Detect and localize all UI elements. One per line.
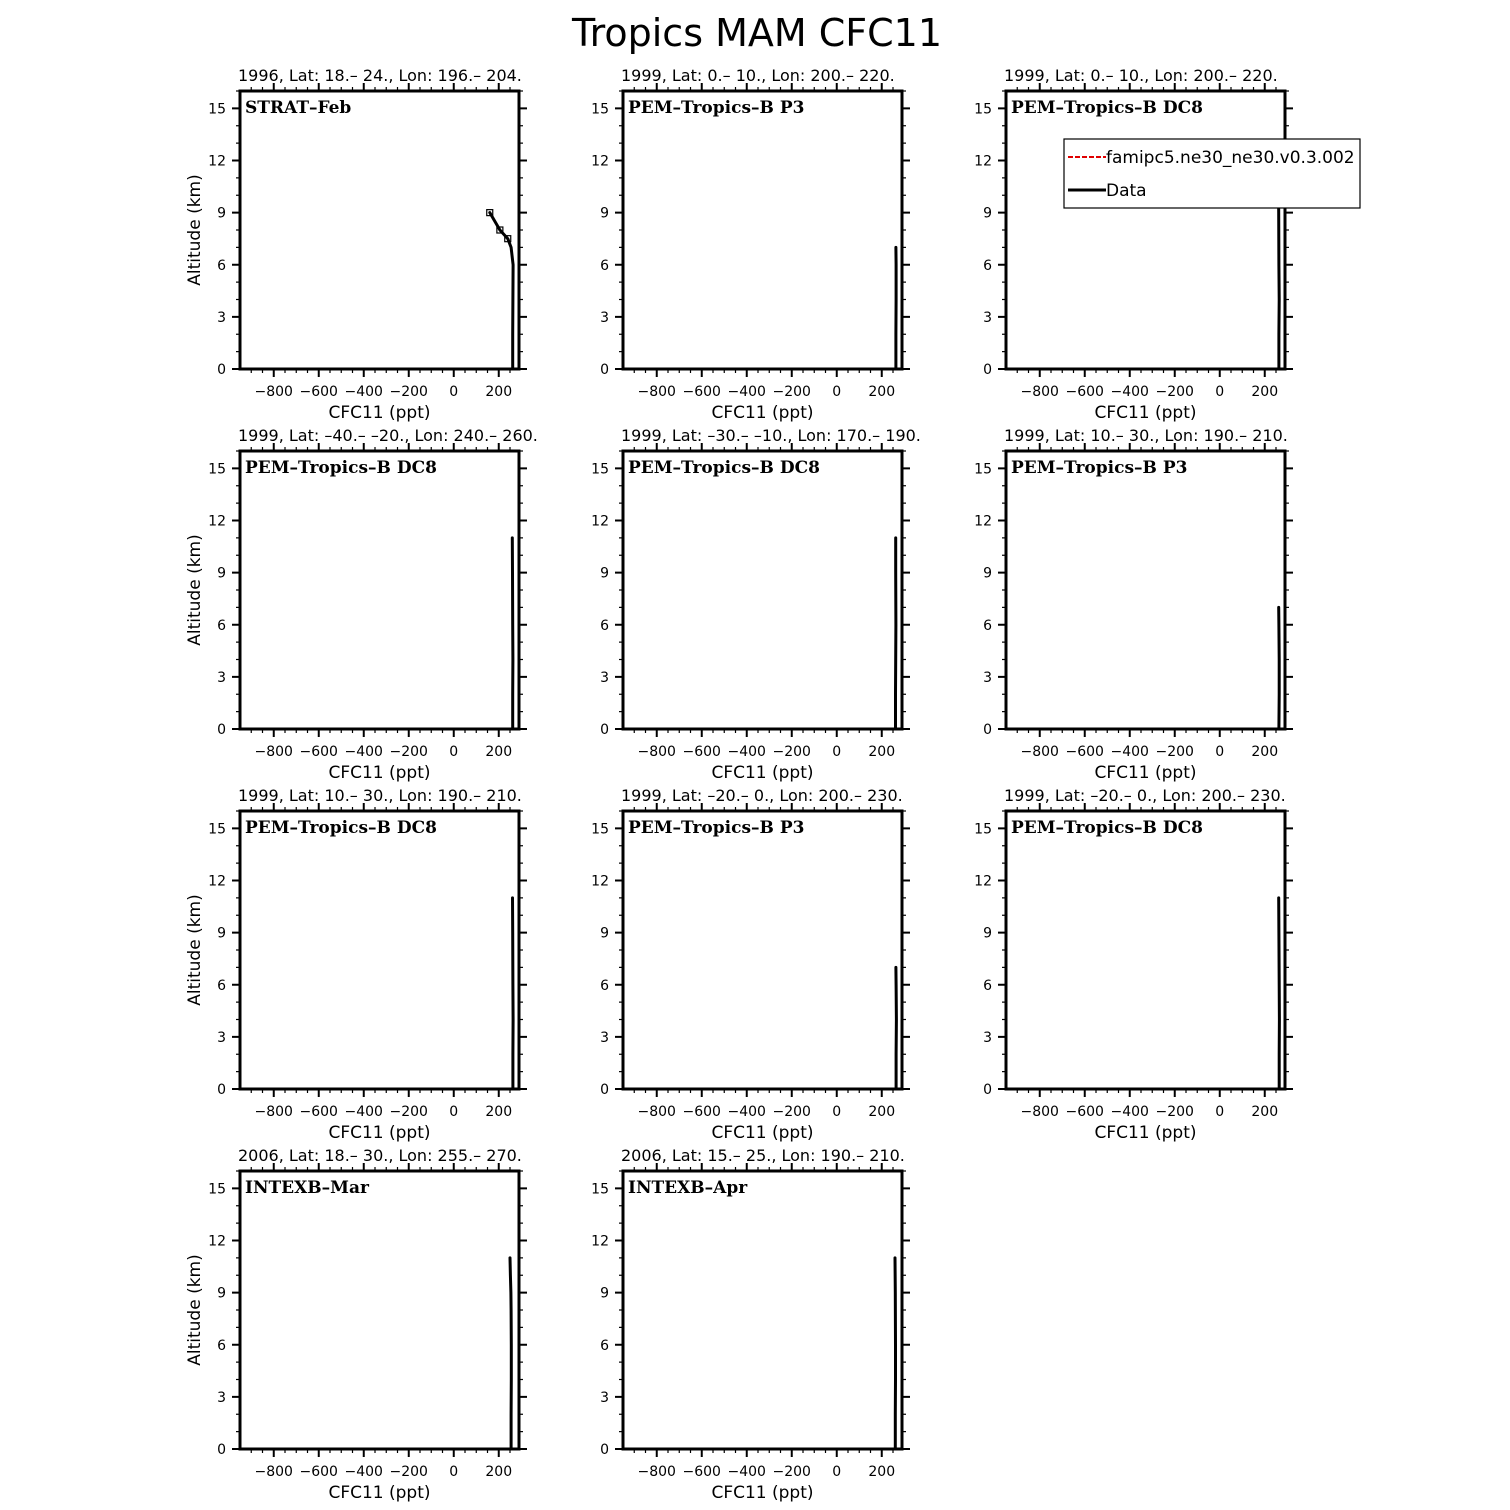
x-tick-label: 0 [449,1104,459,1120]
campaign-label: PEM–Tropics–B DC8 [628,458,820,478]
x-tick-label: −600 [1065,1104,1104,1120]
x-tick-label: −200 [772,1104,811,1120]
y-tick-label: 15 [208,1181,226,1198]
x-tick-label: −800 [254,744,293,760]
legend-label: famipc5.ne30_ne30.v0.3.002 [1106,148,1355,168]
y-tick-label: 15 [591,461,609,478]
x-tick-label: −600 [299,744,338,760]
y-axis-label: Altitude (km) [185,534,205,646]
x-tick-label: −400 [727,744,766,760]
y-tick-label: 6 [600,617,609,634]
y-tick-label: 3 [983,1029,992,1046]
panel-header: 1999, Lat: 0.– 10., Lon: 200.– 220. [621,66,895,85]
campaign-label: INTEXB–Apr [628,1178,748,1198]
x-tick-label: −800 [637,1104,676,1120]
y-tick-label: 12 [974,153,992,170]
y-tick-label: 9 [983,925,992,942]
x-axis-label: CFC11 (ppt) [1094,763,1197,783]
x-tick-label: −600 [299,384,338,400]
data-profile-line [896,967,897,1089]
x-tick-label: 200 [868,1104,896,1120]
y-tick-label: 12 [208,1233,226,1250]
campaign-label: PEM–Tropics–B DC8 [245,818,437,838]
y-tick-label: 12 [974,513,992,530]
x-tick-label: −600 [682,1104,721,1120]
x-tick-label: 200 [1251,384,1279,400]
campaign-label: PEM–Tropics–B DC8 [1011,98,1203,118]
x-tick-label: 200 [868,1464,896,1480]
y-axis-label: Altitude (km) [185,174,205,286]
x-axis-label: CFC11 (ppt) [711,1123,814,1143]
x-tick-label: −400 [1110,1104,1149,1120]
y-tick-label: 0 [983,1082,992,1098]
y-tick-label: 6 [600,977,609,994]
y-tick-label: 15 [591,101,609,118]
x-tick-label: 0 [1215,744,1225,760]
x-tick-label: 200 [868,744,896,760]
x-tick-label: −200 [389,1104,428,1120]
x-tick-label: 200 [485,384,513,400]
x-tick-label: 200 [868,384,896,400]
y-tick-label: 3 [983,669,992,686]
x-tick-label: 0 [1215,1104,1225,1120]
x-axis-label: CFC11 (ppt) [328,763,431,783]
y-tick-label: 12 [591,1233,609,1250]
y-tick-label: 0 [983,362,992,378]
x-tick-label: −600 [682,1464,721,1480]
panel-header: 1999, Lat: 10.– 30., Lon: 190.– 210. [1004,426,1288,445]
y-tick-label: 6 [217,977,226,994]
x-tick-label: −400 [344,384,383,400]
y-tick-label: 9 [600,1285,609,1302]
y-tick-label: 6 [600,257,609,274]
y-tick-label: 15 [591,1181,609,1198]
x-tick-label: 200 [1251,1104,1279,1120]
data-profile-line [1279,898,1280,1089]
y-tick-label: 12 [974,873,992,890]
campaign-label: PEM–Tropics–B DC8 [245,458,437,478]
x-tick-label: −600 [682,384,721,400]
x-tick-label: −800 [1020,1104,1059,1120]
y-tick-label: 3 [600,309,609,326]
figure-title: Tropics MAM CFC11 [571,11,943,55]
y-tick-label: 12 [208,873,226,890]
x-tick-label: −200 [1155,1104,1194,1120]
x-tick-label: 200 [485,744,513,760]
y-tick-label: 0 [217,362,226,378]
x-tick-label: −600 [299,1464,338,1480]
panel-header: 1996, Lat: 18.– 24., Lon: 196.– 204. [238,66,522,85]
y-tick-label: 3 [600,1389,609,1406]
y-tick-label: 15 [974,821,992,838]
panel-header: 1999, Lat: –40.– –20., Lon: 240.– 260. [238,426,538,445]
x-tick-label: −400 [344,1104,383,1120]
y-tick-label: 3 [600,669,609,686]
campaign-label: PEM–Tropics–B P3 [628,818,805,838]
x-tick-label: 0 [832,384,842,400]
y-tick-label: 0 [600,362,609,378]
x-axis-label: CFC11 (ppt) [328,1123,431,1143]
y-tick-label: 9 [600,565,609,582]
y-tick-label: 6 [983,617,992,634]
y-axis-label: Altitude (km) [185,1254,205,1366]
x-tick-label: −800 [637,744,676,760]
y-tick-label: 0 [600,722,609,738]
x-tick-label: −200 [772,1464,811,1480]
y-tick-label: 0 [217,722,226,738]
y-tick-label: 0 [983,722,992,738]
y-tick-label: 6 [217,257,226,274]
y-tick-label: 12 [208,153,226,170]
y-tick-label: 9 [217,1285,226,1302]
y-tick-label: 6 [983,257,992,274]
x-tick-label: −600 [299,1104,338,1120]
x-tick-label: 0 [449,1464,459,1480]
x-axis-label: CFC11 (ppt) [711,403,814,423]
panel-header: 1999, Lat: –30.– –10., Lon: 170.– 190. [621,426,921,445]
y-axis-label: Altitude (km) [185,894,205,1006]
data-profile-line [512,538,513,729]
x-tick-label: −200 [1155,384,1194,400]
y-tick-label: 9 [600,925,609,942]
campaign-label: INTEXB–Mar [245,1178,369,1198]
x-tick-label: −400 [727,384,766,400]
x-tick-label: −400 [344,1464,383,1480]
y-tick-label: 3 [983,309,992,326]
y-tick-label: 15 [208,461,226,478]
x-axis-label: CFC11 (ppt) [711,1483,814,1503]
y-tick-label: 9 [217,565,226,582]
x-tick-label: 0 [449,384,459,400]
y-tick-label: 15 [208,101,226,118]
x-tick-label: −200 [1155,744,1194,760]
x-tick-label: 200 [1251,744,1279,760]
campaign-label: PEM–Tropics–B P3 [628,98,805,118]
panel-header: 1999, Lat: 10.– 30., Lon: 190.– 210. [238,786,522,805]
x-tick-label: −200 [389,744,428,760]
x-tick-label: 0 [449,744,459,760]
x-tick-label: −400 [1110,384,1149,400]
legend-label: Data [1106,181,1147,201]
panel-header: 1999, Lat: 0.– 10., Lon: 200.– 220. [1004,66,1278,85]
x-axis-label: CFC11 (ppt) [1094,403,1197,423]
data-profile-line [513,898,514,1089]
x-tick-label: 0 [832,744,842,760]
y-tick-label: 12 [591,513,609,530]
x-tick-label: 200 [485,1104,513,1120]
y-tick-label: 0 [600,1442,609,1458]
campaign-label: STRAT–Feb [245,98,352,118]
x-tick-label: −400 [727,1464,766,1480]
y-tick-label: 9 [983,565,992,582]
y-tick-label: 3 [217,669,226,686]
y-tick-label: 9 [217,925,226,942]
data-profile-line [895,1258,896,1449]
x-tick-label: 0 [832,1104,842,1120]
y-tick-label: 9 [217,205,226,222]
panel-header: 2006, Lat: 18.– 30., Lon: 255.– 270. [238,1146,522,1165]
y-tick-label: 12 [591,873,609,890]
x-tick-label: −600 [682,744,721,760]
y-tick-label: 3 [217,309,226,326]
y-tick-label: 12 [591,153,609,170]
data-profile-line [510,1258,511,1449]
panel-header: 1999, Lat: –20.– 0., Lon: 200.– 230. [621,786,903,805]
x-tick-label: −800 [254,1464,293,1480]
panel-header: 1999, Lat: –20.– 0., Lon: 200.– 230. [1004,786,1286,805]
x-tick-label: −400 [1110,744,1149,760]
x-tick-label: −800 [254,1104,293,1120]
x-axis-label: CFC11 (ppt) [328,1483,431,1503]
x-tick-label: 0 [832,1464,842,1480]
y-tick-label: 3 [217,1389,226,1406]
x-axis-label: CFC11 (ppt) [711,763,814,783]
y-tick-label: 3 [217,1029,226,1046]
x-tick-label: −400 [727,1104,766,1120]
campaign-label: PEM–Tropics–B P3 [1011,458,1188,478]
y-tick-label: 15 [208,821,226,838]
x-tick-label: 200 [485,1464,513,1480]
y-tick-label: 6 [217,617,226,634]
x-axis-label: CFC11 (ppt) [328,403,431,423]
x-tick-label: −800 [1020,744,1059,760]
x-tick-label: −800 [637,384,676,400]
campaign-label: PEM–Tropics–B DC8 [1011,818,1203,838]
x-tick-label: −800 [254,384,293,400]
x-axis-label: CFC11 (ppt) [1094,1123,1197,1143]
data-profile-line [1279,607,1280,729]
y-tick-label: 6 [600,1337,609,1354]
y-tick-label: 0 [217,1442,226,1458]
panel-header: 2006, Lat: 15.– 25., Lon: 190.– 210. [621,1146,905,1165]
y-tick-label: 9 [600,205,609,222]
y-tick-label: 6 [983,977,992,994]
y-tick-label: 12 [208,513,226,530]
x-tick-label: −800 [1020,384,1059,400]
y-tick-label: 3 [600,1029,609,1046]
y-tick-label: 9 [983,205,992,222]
x-tick-label: −200 [389,1464,428,1480]
x-tick-label: −800 [637,1464,676,1480]
y-tick-label: 0 [600,1082,609,1098]
y-tick-label: 15 [974,461,992,478]
x-tick-label: −200 [772,744,811,760]
y-tick-label: 0 [217,1082,226,1098]
x-tick-label: −200 [389,384,428,400]
y-tick-label: 15 [591,821,609,838]
x-tick-label: −600 [1065,744,1104,760]
y-tick-label: 15 [974,101,992,118]
y-tick-label: 6 [217,1337,226,1354]
x-tick-label: −600 [1065,384,1104,400]
x-tick-label: 0 [1215,384,1225,400]
x-tick-label: −400 [344,744,383,760]
x-tick-label: −200 [772,384,811,400]
